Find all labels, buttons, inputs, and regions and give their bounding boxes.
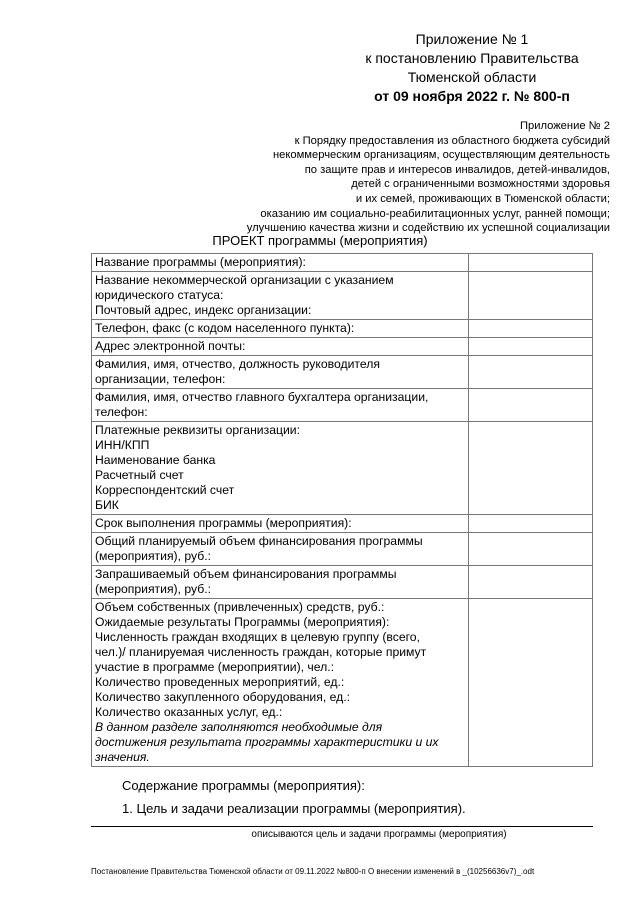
- form-row: [92, 599, 593, 767]
- appendix-region: Тюменской области: [407, 69, 537, 85]
- form-row-label-line: Количество проведенных мероприятий, ед.:: [95, 675, 345, 689]
- form-row-value-cell[interactable]: [469, 599, 593, 767]
- form-row-value-cell[interactable]: [469, 272, 593, 320]
- form-row-label-line: (мероприятия), руб.:: [95, 549, 212, 563]
- program-form-table: [91, 253, 593, 767]
- form-row-label: [92, 389, 469, 422]
- form-row: [92, 254, 593, 272]
- form-row: [92, 356, 593, 389]
- document-title: ПРОЕКТ программы (мероприятия): [212, 233, 428, 248]
- appendix-header: [352, 30, 592, 106]
- fill-in-caption: описываются цель и задачи программы (мероприятия): [251, 829, 507, 840]
- form-row-label-line: Фамилия, имя, отчество, должность руководителя: [95, 357, 380, 371]
- subheader-line: и их семей, проживающих в Тюменской области;: [355, 192, 610, 205]
- form-row: [92, 272, 593, 320]
- form-row-value-cell[interactable]: [469, 422, 593, 515]
- form-row-label-line: ИНН/КПП: [95, 438, 150, 452]
- form-row-label-line: Срок выполнения программы (мероприятия):: [95, 516, 352, 530]
- form-row-value-cell[interactable]: [469, 566, 593, 599]
- form-row-value-cell[interactable]: [469, 254, 593, 272]
- form-row-label: [92, 272, 469, 320]
- form-row: [92, 566, 593, 599]
- form-row-label-line: Расчетный счет: [95, 468, 184, 482]
- form-row-label: [92, 422, 469, 515]
- subheader-line: некоммерческим организациям, осуществляющим деятельность: [272, 149, 610, 162]
- form-row-label-line: Ожидаемые результаты Программы (мероприятия):: [95, 615, 390, 629]
- subheader-line: детей с ограниченными возможностями здоровья: [351, 178, 610, 191]
- form-row-note-line: В данном разделе заполняются необходимые для: [95, 720, 383, 734]
- form-row-label-line: Название некоммерческой организации с указанием: [95, 273, 394, 287]
- form-row: [92, 389, 593, 422]
- form-row-value-cell[interactable]: [469, 338, 593, 356]
- form-row-label: [92, 338, 469, 356]
- subheader-line: улучшению качества жизни и содействию их успешной социализации: [246, 222, 610, 235]
- form-row-label-line: телефон:: [95, 405, 148, 419]
- form-row-label: [92, 320, 469, 338]
- form-row-value-cell[interactable]: [469, 515, 593, 533]
- form-row: [92, 422, 593, 515]
- appendix-ref: к постановлению Правительства: [365, 50, 579, 66]
- form-row-value-cell[interactable]: [469, 320, 593, 338]
- subheader-line: Приложение № 2: [519, 120, 610, 132]
- subheader-line: по защите прав и интересов инвалидов, детей-инвалидов,: [304, 163, 610, 176]
- form-row-note-line: значения.: [95, 750, 150, 764]
- appendix-date: от 09 ноября 2022 г. № 800-п: [374, 88, 570, 104]
- appendix-subheader: [230, 119, 610, 236]
- form-row-note-line: достижения результата программы характеристики и их: [95, 735, 439, 749]
- form-row-label: [92, 356, 469, 389]
- form-row: [92, 515, 593, 533]
- form-row-label-line: Телефон, факс (с кодом населенного пункта):: [95, 321, 355, 335]
- appendix-number: Приложение № 1: [415, 31, 529, 47]
- form-row-label-line: (мероприятия), руб.:: [95, 582, 212, 596]
- form-row-label: [92, 533, 469, 566]
- content-heading: Содержание программы (мероприятия):: [122, 778, 365, 793]
- form-row-label-line: Платежные реквизиты организации:: [95, 423, 300, 437]
- form-row-label-line: Фамилия, имя, отчество главного бухгалтера организации,: [95, 390, 429, 404]
- form-row: [92, 320, 593, 338]
- form-row-label-line: Корреспондентский счет: [95, 483, 235, 497]
- form-row-label-line: Количество закупленного оборудования, ед.:: [95, 690, 351, 704]
- form-row-label-line: Название программы (мероприятия):: [95, 255, 306, 269]
- form-row-label-line: Наименование банка: [95, 453, 216, 467]
- form-row-label-line: чел.)/ планируемая численность граждан, которые примут: [95, 645, 427, 659]
- form-row: [92, 533, 593, 566]
- form-row-label: [92, 254, 469, 272]
- form-row-label: [92, 515, 469, 533]
- form-row: [92, 338, 593, 356]
- form-row-label-line: участие в программе (мероприятии), чел.:: [95, 660, 335, 674]
- form-row-value-cell[interactable]: [469, 389, 593, 422]
- form-row-label-line: БИК: [95, 498, 119, 512]
- form-row-label-line: Количество оказанных услуг, ед.:: [95, 705, 283, 719]
- document-footer: Постановление Правительства Тюменской области от 09.11.2022 №800-п О внесении изменений в _(10256636v7)_.odt: [91, 867, 535, 876]
- form-row-label-line: Численность граждан входящих в целевую группу (всего,: [95, 630, 420, 644]
- form-row-label: [92, 599, 469, 767]
- form-row-value-cell[interactable]: [469, 356, 593, 389]
- form-row-value-cell[interactable]: [469, 533, 593, 566]
- form-row-label-line: юридического статуса:: [95, 288, 224, 302]
- goal-heading: 1. Цель и задачи реализации программы (мероприятия).: [122, 801, 466, 816]
- fill-in-line[interactable]: [91, 826, 593, 827]
- form-row-label-line: Запрашиваемый объем финансирования программы: [95, 567, 397, 581]
- subheader-line: к Порядку предоставления из областного бюджета субсидий: [294, 134, 610, 147]
- form-row-label-line: организации, телефон:: [95, 372, 226, 386]
- form-row-label: [92, 566, 469, 599]
- form-row-label-line: Почтовый адрес, индекс организации:: [95, 303, 312, 317]
- form-row-label-line: Общий планируемый объем финансирования программы: [95, 534, 423, 548]
- form-row-label-line: Адрес электронной почты:: [95, 339, 246, 353]
- subheader-line: оказанию им социально-реабилитационных услуг, ранней помощи;: [260, 207, 610, 220]
- form-row-label-line: Объем собственных (привлеченных) средств, руб.:: [95, 600, 385, 614]
